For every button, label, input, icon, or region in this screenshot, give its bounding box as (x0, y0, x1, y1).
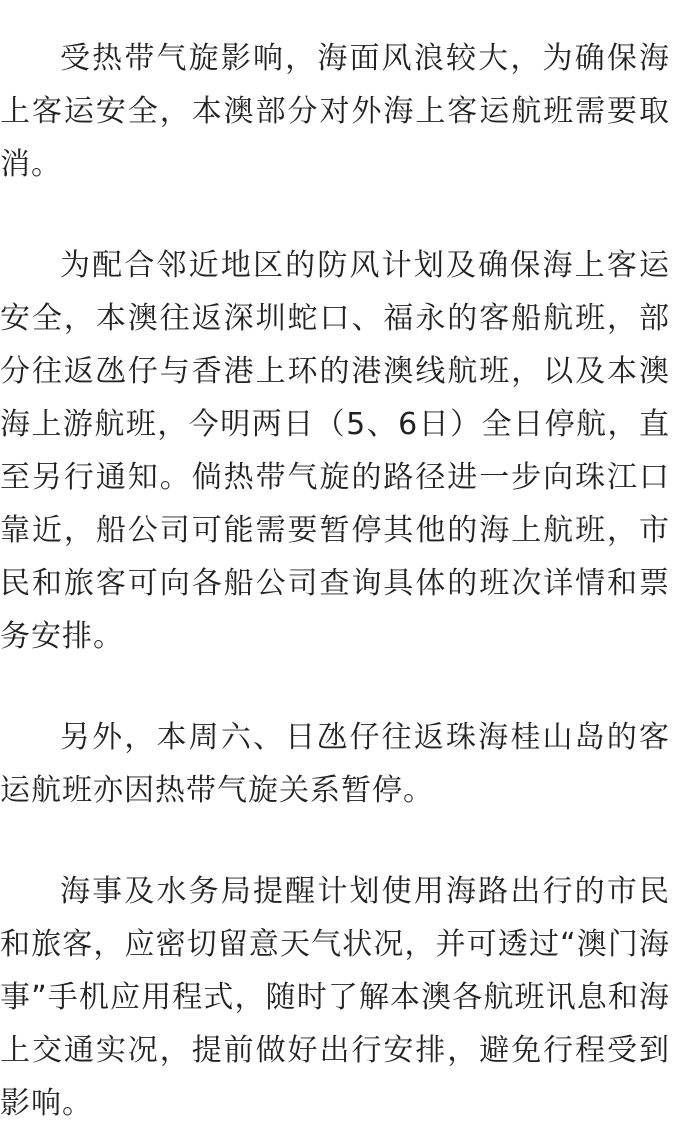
paragraph-guishan-island: 另外，本周六、日氹仔往返珠海桂山岛的客运航班亦因热带气旋关系暂停。 (0, 720, 670, 808)
paragraph-suspension-details: 为配合邻近地区的防风计划及确保海上客运安全，本澳往返深圳蛇口、福永的客船航班，部分往返氹仔与香港上环的港澳线航班，以及本澳海上游航班，今明两日（5、6日）全日停航，直至另行通知。倘热带气旋的路径进一步向珠江口靠近，船公司可能需要暂停其他的海上航班，市民和旅客可向各船公司查询具体的班次详情和票务安排。 (0, 248, 670, 654)
paragraph-flight-cancellation: 受热带气旋影响，海面风浪较大，为确保海上客运安全，本澳部分对外海上客运航班需要取消。 (0, 41, 670, 182)
paragraph-marine-reminder: 海事及水务局提醒计划使用海路出行的市民和旅客，应密切留意天气状况，并可透过“澳门海事”手机应用程式，随时了解本澳各航班讯息和海上交通实况，提前做好出行安排，避免行程受到影响。 (0, 874, 670, 1121)
article-body (0, 32, 682, 1130)
